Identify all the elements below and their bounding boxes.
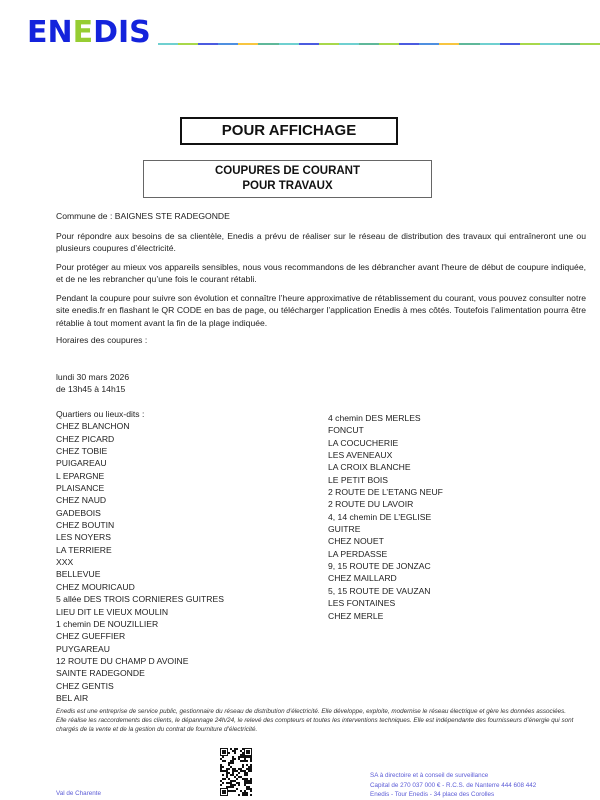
place-item: CHEZ BLANCHON: [56, 421, 130, 432]
outage-time: de 13h45 à 14h15: [56, 384, 126, 395]
place-item: 12 ROUTE DU CHAMP D AVOINE: [56, 655, 189, 666]
place-item: 2 ROUTE DE L’ETANG NEUF: [328, 487, 443, 498]
place-item: BELLEVUE: [56, 569, 101, 580]
rule-segment: [299, 43, 319, 45]
place-item: PUIGAREAU: [56, 458, 107, 469]
place-item: SAINTE RADEGONDE: [56, 668, 145, 679]
subtitle-line-1: COUPURES DE COURANT: [214, 165, 361, 177]
place-item: BEL AIR: [56, 692, 89, 703]
rule-segment: [178, 43, 198, 45]
rule-segment: [480, 43, 500, 45]
company-line-2: Capital de 270 037 000 € - R.C.S. de Nanterre 444 608 442: [370, 781, 537, 789]
rule-segment: [580, 43, 600, 45]
intro-paragraph: Pour répondre aux besoins de sa clientèle, Enedis a prévu de réaliser sur le réseau de distribution des travaux qui entraîneront une ou plusieurs coupures d’électricité.: [56, 231, 586, 254]
company-line-1: SA à directoire et à conseil de surveillance: [370, 772, 489, 779]
place-item: 9, 15 ROUTE DE JONZAC: [328, 561, 431, 572]
rule-segment: [540, 43, 560, 45]
place-item: 5 allée DES TROIS CORNIERES GUITRES: [56, 594, 224, 605]
outage-date: lundi 30 mars 2026: [56, 372, 130, 382]
notice-subtitle: [143, 160, 432, 198]
place-item: LA CROIX BLANCHE: [328, 462, 411, 473]
place-item: LA TERRIERE: [56, 544, 112, 555]
rule-segment: [279, 43, 299, 45]
place-item: LA PERDASSE: [328, 548, 388, 559]
tracking-paragraph: Pendant la coupure pour suivre son évolution et connaître l’heure approximative de rétablissement du courant, vous pouvez consulter notre site enedis.fr en flashant le QR CODE en bas de page, ou télécharger l’application Enedis à mes côtés. Toutefois l’alimentation pourra être rétablie à tout moment avant la fin de la plage indiquée.: [56, 293, 586, 328]
place-item: XXX: [56, 557, 74, 568]
advice-paragraph: Pour protéger au mieux vos appareils sensibles, nous vous recommandons de les débrancher avant l'heure de début de coupure indiquée, et de ne les rebrancher qu’une fois le courant rétabli.: [56, 262, 586, 285]
place-item: 4 chemin DES MERLES: [328, 413, 421, 423]
places-list-left: [56, 408, 224, 704]
notice-title: POUR AFFICHAGE: [180, 117, 398, 145]
place-item: L EPARGNE: [56, 470, 105, 481]
place-item: LES FONTAINES: [328, 598, 396, 609]
places-label: Quartiers ou lieux-dits :: [56, 409, 145, 419]
place-item: FONCUT: [328, 425, 364, 436]
place-item: 4, 14 chemin DE L’EGLISE: [328, 511, 432, 522]
place-item: PUYGAREAU: [56, 643, 110, 654]
place-item: CHEZ MOURICAUD: [56, 581, 135, 592]
schedule-label: Horaires des coupures :: [56, 335, 148, 345]
commune: Commune de : BAIGNES STE RADEGONDE: [56, 211, 230, 221]
place-item: CHEZ PICARD: [56, 433, 115, 444]
place-item: LE PETIT BOIS: [328, 474, 389, 485]
rule-segment: [238, 43, 258, 45]
place-item: PLAISANCE: [56, 483, 105, 494]
place-item: CHEZ TOBIE: [56, 446, 108, 457]
rule-segment: [560, 43, 580, 45]
place-item: CHEZ NAUD: [56, 495, 107, 506]
place-item: LA COCUCHERIE: [328, 437, 399, 448]
rule-segment: [339, 43, 359, 45]
rule-segment: [359, 43, 379, 45]
place-item: CHEZ NOUET: [328, 536, 384, 547]
subtitle-line-2: POUR TRAVAUX: [242, 180, 333, 192]
place-item: LIEU DIT LE VIEUX MOULIN: [56, 606, 169, 617]
place-item: CHEZ MERLE: [328, 610, 384, 621]
region-name: Val de Charente: [56, 790, 102, 797]
place-item: CHEZ GUEFFIER: [56, 631, 126, 642]
place-item: CHEZ MAILLARD: [328, 573, 397, 584]
rule-segment: [419, 43, 439, 45]
place-item: 1 chemin DE NOUZILLIER: [56, 618, 159, 629]
place-item: CHEZ GENTIS: [56, 680, 114, 691]
rule-segment: [258, 43, 278, 45]
place-item: LES AVENEAUX: [328, 450, 393, 461]
rule-segment: [319, 43, 339, 45]
place-item: 5, 15 ROUTE DE VAUZAN: [328, 585, 431, 596]
legal-notice: Enedis est une entreprise de service public, gestionnaire du réseau de distribution d’électricité. Elle développe, exploite, modernise le réseau électrique et gère les données associées. Elle réalise les raccordements des clients, le dépannage 24h/24, le relevé des compteurs et toutes les interventions techniques. Elle est indépendante des fournisseurs d’énergie qui sont chargés de la vente et de la gestion du contrat de fourniture d’électricité.: [56, 708, 574, 733]
place-item: GUITRE: [328, 524, 361, 535]
rule-segment: [500, 43, 520, 45]
rule-segment: [158, 43, 178, 45]
rule-segment: [520, 43, 540, 45]
rule-segment: [399, 43, 419, 45]
place-item: 2 ROUTE DU LAVOIR: [328, 499, 414, 510]
place-item: CHEZ BOUTIN: [56, 520, 115, 531]
enedis-logo: ENEDIS: [27, 15, 151, 50]
company-line-3: Enedis - Tour Enedis - 34 place des Corolles: [370, 791, 495, 798]
rule-segment: [218, 43, 238, 45]
brand-color-rule: [158, 43, 600, 45]
rule-segment: [379, 43, 399, 45]
places-list-right: [328, 412, 443, 622]
rule-segment: [439, 43, 459, 45]
company-info: [370, 771, 536, 800]
place-item: LES NOYERS: [56, 532, 111, 543]
qr-code[interactable]: [220, 748, 252, 796]
rule-segment: [459, 43, 479, 45]
place-item: GADEBOIS: [56, 507, 101, 518]
rule-segment: [198, 43, 218, 45]
